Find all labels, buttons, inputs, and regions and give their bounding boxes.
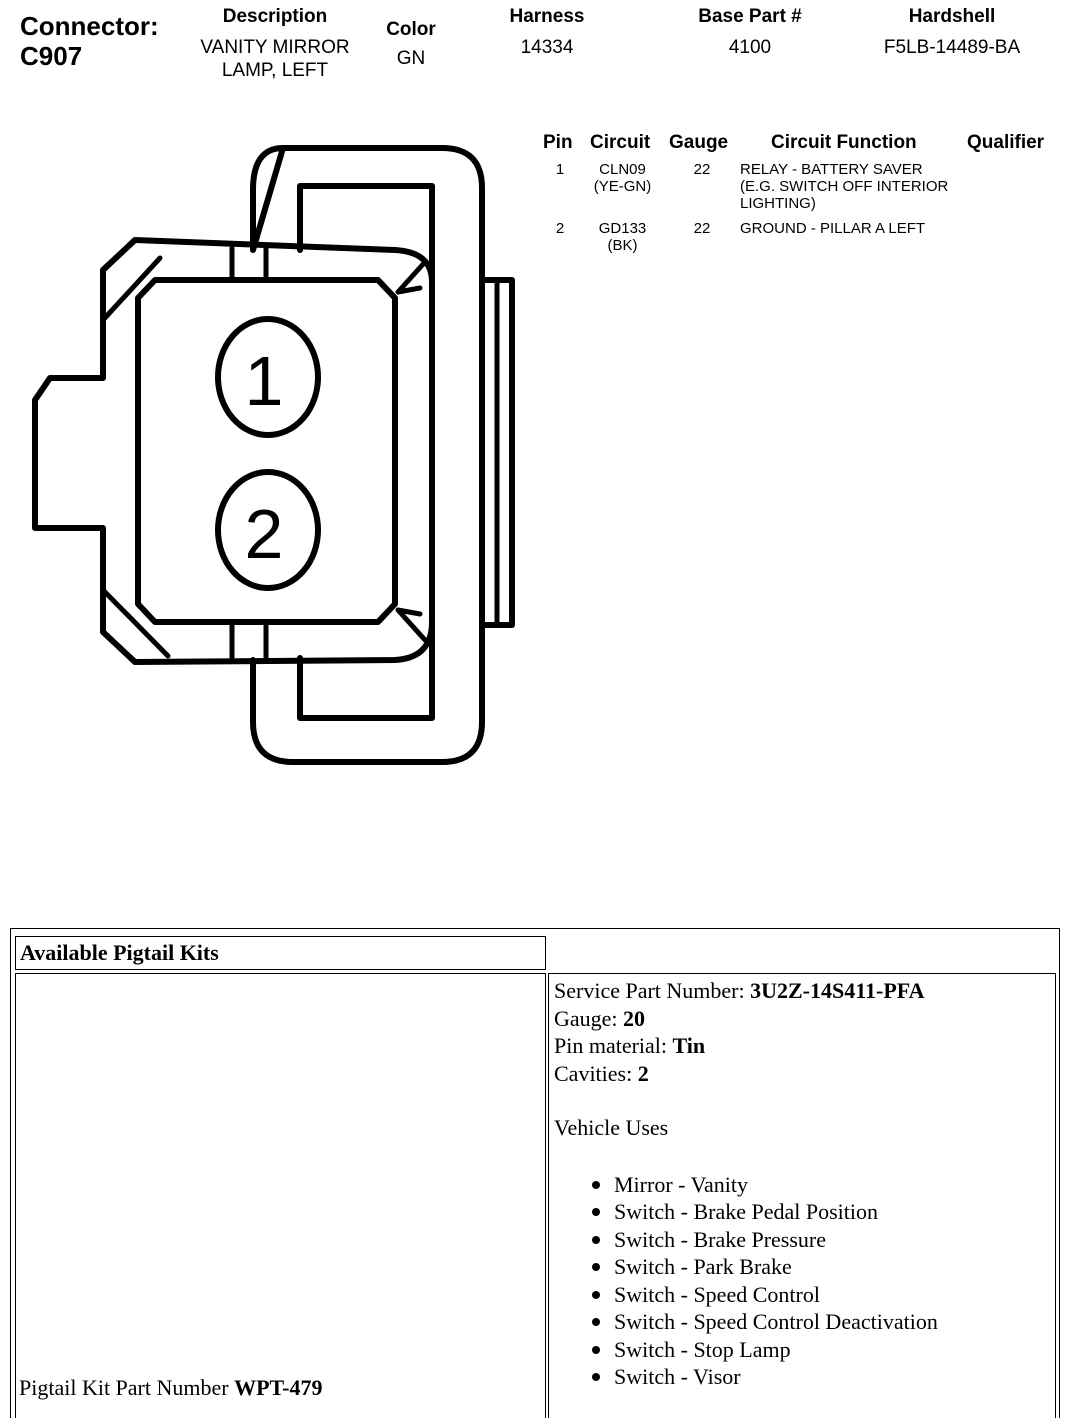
function-line: RELAY - BATTERY SAVER — [740, 161, 923, 178]
service-part-label: Service Part Number: — [554, 978, 751, 1003]
vehicle-use: Switch - Speed Control — [614, 1281, 820, 1307]
pin-number: 2 — [555, 220, 565, 237]
list-item — [554, 1171, 1050, 1199]
vehicle-use: Switch - Visor — [614, 1364, 741, 1389]
cavities-label: Cavities: — [554, 1060, 638, 1086]
color-value: GN — [396, 48, 426, 69]
vehicle-use: Switch - Park Brake — [614, 1254, 792, 1279]
vehicle-uses-list — [554, 1171, 1050, 1391]
pin-2-label: 2 — [244, 495, 284, 573]
list-item — [554, 1226, 1050, 1254]
service-part-value: 3U2Z-14S411-PFA — [750, 978, 925, 1003]
kit-part-label: Pigtail Kit Part Number — [19, 1375, 235, 1400]
circuit-id: GD133 — [598, 220, 647, 237]
gauge-label: Gauge: — [554, 1005, 624, 1031]
list-item — [554, 1363, 1050, 1391]
list-item — [554, 1198, 1050, 1226]
color-label: Color — [386, 19, 436, 40]
vehicle-use: Switch - Speed Control Deactivation — [614, 1309, 938, 1334]
bullet-icon — [592, 1263, 600, 1271]
pin-column-header: Pin — [543, 132, 573, 153]
function-line: GROUND - PILLAR A LEFT — [740, 220, 926, 237]
bullet-icon — [592, 1208, 600, 1216]
circuit-cell — [580, 220, 665, 254]
gauge-value: 20 — [623, 1005, 646, 1031]
function-cell — [740, 161, 970, 212]
list-item — [554, 1336, 1050, 1364]
cavities-line — [554, 1060, 1050, 1088]
circuit-cell — [580, 161, 665, 195]
vehicle-use: Mirror - Vanity — [614, 1171, 749, 1197]
connector-label: Connector: — [20, 11, 159, 41]
bullet-icon — [592, 1346, 600, 1354]
bullet-icon — [592, 1318, 600, 1326]
bullet-icon — [592, 1373, 600, 1381]
pin-material-value: Tin — [672, 1033, 706, 1058]
pigtail-title: Available Pigtail Kits — [20, 940, 219, 965]
pigtail-title-cell — [15, 936, 546, 970]
pin-1-label: 1 — [244, 342, 284, 420]
hardshell-value: F5LB-14489-BA — [883, 37, 1021, 58]
vehicle-use: Switch - Brake Pedal Position — [614, 1199, 878, 1224]
gauge-cell: 22 — [693, 161, 711, 178]
circuit-column-header: Circuit — [590, 132, 651, 153]
description-line: LAMP, LEFT — [221, 60, 329, 81]
gauge-line — [554, 1005, 1050, 1033]
lock-window — [300, 186, 432, 718]
bullet-icon — [592, 1291, 600, 1299]
circuit-id: CLN09 — [599, 161, 646, 178]
bullet-icon — [592, 1236, 600, 1244]
list-item — [554, 1308, 1050, 1336]
qualifier-column-header: Qualifier — [967, 132, 1045, 153]
bullet-icon — [592, 1181, 600, 1189]
pigtail-title-spacer — [548, 936, 1056, 970]
cavities-value: 2 — [637, 1060, 649, 1086]
kit-part-value: WPT-479 — [234, 1375, 323, 1400]
connector-face-diagram — [0, 0, 540, 780]
gauge-column-header: Gauge — [669, 132, 729, 153]
pin-material-label: Pin material: — [554, 1033, 673, 1058]
service-part-line — [554, 977, 1050, 1005]
function-line: LIGHTING) — [740, 195, 816, 212]
pin-material-line — [554, 1032, 1050, 1060]
function-column-header: Circuit Function — [771, 132, 917, 153]
harness-value: 14334 — [520, 37, 574, 58]
vehicle-use: Switch - Stop Lamp — [614, 1336, 791, 1362]
pigtail-details-cell — [548, 973, 1056, 1418]
wire-color: (BK) — [607, 237, 638, 254]
description-label: Description — [222, 6, 328, 27]
base-part-value: 4100 — [728, 37, 772, 58]
pigtail-image-cell — [15, 973, 546, 1418]
harness-label: Harness — [509, 6, 585, 27]
body-outer — [35, 240, 432, 662]
vehicle-uses-label: Vehicle Uses — [554, 1115, 669, 1140]
function-cell — [740, 220, 970, 237]
gauge-cell: 22 — [693, 220, 711, 237]
kit-part-number — [19, 1374, 323, 1402]
list-item — [554, 1253, 1050, 1281]
lock-housing-outline — [253, 148, 482, 762]
connector-id: C907 — [20, 41, 83, 71]
pin-number: 1 — [555, 161, 565, 178]
vehicle-use: Switch - Brake Pressure — [614, 1226, 827, 1252]
description-line: VANITY MIRROR — [200, 37, 350, 58]
hardshell-label: Hardshell — [908, 6, 996, 27]
base-part-label: Base Part # — [698, 6, 802, 27]
function-line: (E.G. SWITCH OFF INTERIOR — [740, 178, 949, 195]
list-item — [554, 1281, 1050, 1309]
wire-color: (YE-GN) — [593, 178, 652, 195]
